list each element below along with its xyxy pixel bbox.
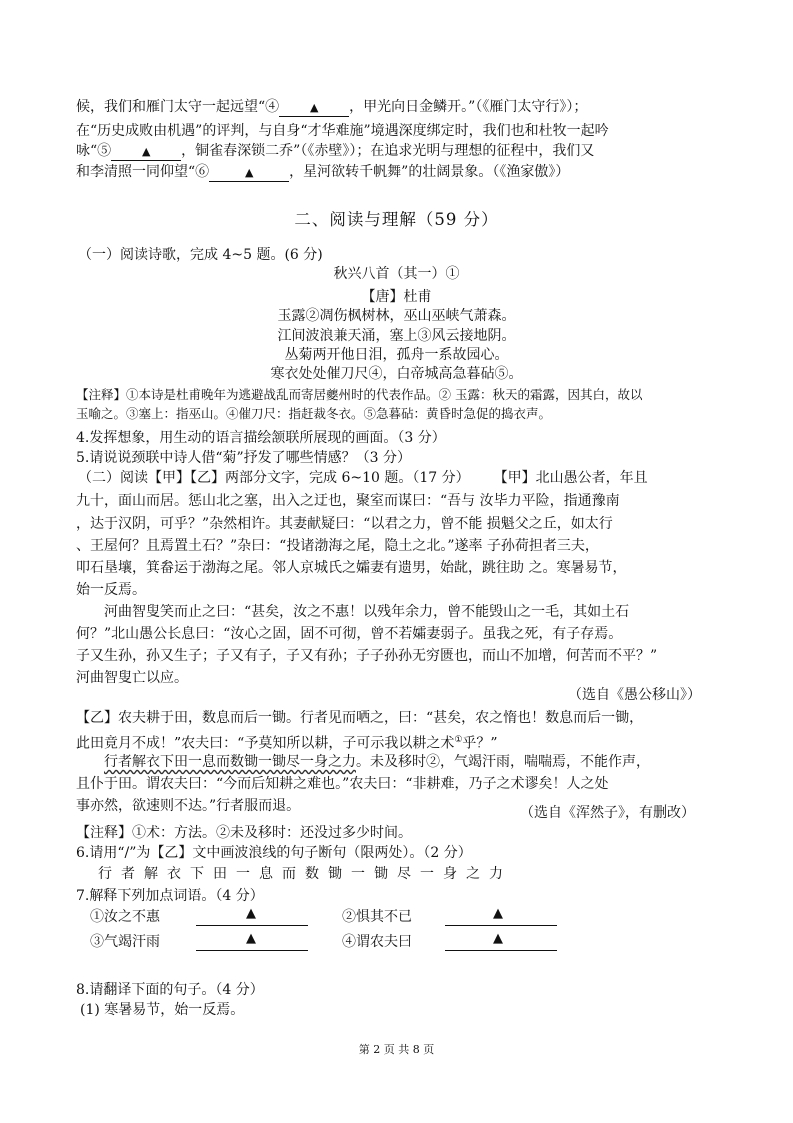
poem-line-1: 玉露②凋伤枫树林，巫山巫峡气萧森。 [277, 308, 516, 324]
q7-answer-line-4[interactable] [445, 950, 557, 951]
fill-line-2: 在“历史成败由机遇”的评判，与自身“才华难施”境遇深度绑定时，我们也和杜牧一起吟 [76, 123, 609, 139]
q7-item-4: ④谓农夫曰 [342, 934, 412, 950]
fill-line-4: 和李清照一同仰望“⑥ ▲ ，星河欲转千帆舞”的壮阔景象。（《渔家傲》） [76, 164, 570, 180]
q7-answer-1-mark: ▲ [246, 906, 256, 921]
answer-blank-6[interactable]: ▲ [209, 164, 289, 182]
q7-answer-line-3[interactable] [196, 950, 308, 951]
jia-line-4: 叩石垦壤，箕畚运于渤海之尾。邻人京城氏之孀妻有遗男，始龀，跳往助 之。寒暑易节， [76, 560, 627, 576]
poem-title: 秋兴八首（其一）① [333, 266, 460, 282]
poem-note-2: 玉喻之。③塞上：指巫山。④催刀尺：指赶裁冬衣。⑤急暮砧：黄昏时急促的捣衣声。 [76, 406, 552, 421]
q7-item-1: ①汝之不惠 [90, 909, 160, 925]
yi-line-4: 且仆于田。谓农夫曰：“今而后知耕之难也。”农夫曰：“非耕难，乃子之术谬矣！人之处 [76, 776, 609, 792]
yi-source: （选自《浑然子》，有删改） [520, 805, 695, 821]
answer-blank-4[interactable]: ▲ [279, 99, 349, 117]
question-5: 5.请说说颈联中诗人借“菊”抒发了哪些情感？（3 分） [76, 450, 412, 466]
jia2-line-1: 河曲智叟笑而止之曰：“甚矣，汝之不惠！以残年余力，曾不能毁山之一毛，其如土石 [104, 604, 630, 620]
fill-line-1: 候，我们和雁门太守一起远望“④ ▲ ，甲光向日金鳞开。”（《雁门太守行》）； [76, 99, 588, 115]
question-8: 8.请翻译下面的句子。（4 分） [76, 982, 264, 998]
yi-line-3: 行者解衣下田一息而数锄一锄尽一身之力。未及移时②，气竭汗雨，喘喘焉，不能作声， [104, 754, 650, 770]
jia2-line-2: 何？”北山愚公长息曰：“汝心之固，固不可彻，曾不若孀妻弱子。虽我之死，有子存焉。 [76, 626, 623, 642]
jia2-line-4: 河曲智叟亡以应。 [76, 670, 188, 686]
q7-item-3: ③气竭汗雨 [90, 934, 160, 950]
part1-intro: （一）阅读诗歌，完成 4~5 题。(6 分) [78, 247, 323, 263]
poem-author: 【唐】杜甫 [361, 289, 432, 305]
jia-source: （选自《愚公移山》） [568, 687, 701, 703]
yi-line-5: 事亦然，欲速则不达。”行者服而退。 [76, 798, 301, 814]
q7-item-2: ②惧其不已 [342, 909, 412, 925]
part2-intro: （二）阅读【甲】【乙】两部分文字，完成 6~10 题。（17 分） 【甲】北山愚公者，年且 [78, 470, 648, 486]
page-footer: 第 2 页 共 8 页 [358, 1043, 435, 1056]
question-7: 7.解释下列加点词语。（4 分） [76, 888, 264, 904]
question-6: 6.请用“/”为【乙】文中画波浪线的句子断句（限两处）。（2 分） [76, 845, 472, 861]
q7-answer-3-mark: ▲ [246, 931, 256, 946]
question-4: 4.发挥想象，用生动的语言描绘颔联所展现的画面。（3 分） [76, 430, 446, 446]
poem-line-3: 丛菊两开他日泪，孤舟一系故园心。 [284, 347, 509, 363]
jia-line-3: 、王屋何？且焉置土石？”杂曰：“投诸渤海之尾，隐土之北。”遂率 子孙荷担者三夫， [76, 538, 599, 554]
section-title: 二、阅读与理解（59 分） [294, 210, 499, 229]
answer-blank-5[interactable]: ▲ [111, 143, 181, 161]
jia-line-2: ，达于汉阴，可乎？”杂然相许。其妻献疑曰：“以君之力，曾不能 损魁父之丘，如太行 [76, 516, 613, 532]
jia-line-5: 始一反焉。 [76, 582, 146, 598]
yi-line-2: 此田竟月不成！”农夫曰：“予莫知所以耕，子可示我以耕之术①乎？” [76, 735, 498, 752]
yi-note: 【注释】①术：方法。②未及移时：还没过多少时间。 [76, 825, 412, 841]
yi-line-1: 【乙】农夫耕于田，数息而后一锄。行者见而哂之，曰：“甚矣，农之惰也！数息而后一锄， [76, 710, 644, 726]
jia-line-1: 九十，面山而居。惩山北之塞，出入之迂也，聚室而谋曰：“吾与 汝毕力平险，指通豫南 [76, 493, 620, 509]
q7-answer-2-mark: ▲ [493, 906, 503, 921]
poem-note-1: 【注释】①本诗是杜甫晚年为逃避战乱而寄居夔州时的代表作品。② 玉露：秋天的霜露，因其白，故以 [76, 387, 643, 402]
question-8-1: (1) 寒暑易节，始一反焉。 [80, 1002, 245, 1018]
poem-line-4: 寒衣处处催刀尺④，白帝城高急暮砧⑤。 [270, 366, 523, 382]
poem-line-2: 江间波浪兼天涌，塞上③风云接地阴。 [277, 328, 516, 344]
q7-answer-4-mark: ▲ [493, 931, 503, 946]
question-6-sentence: 行者解衣下田一息而数锄一锄尽一身之力 [98, 866, 512, 882]
q7-answer-line-1[interactable] [196, 925, 308, 926]
jia2-line-3: 子又生孙，孙又生子；子又有子，子又有孙；子子孙孙无穷匮也，而山不加增，何苦而不平？” [76, 648, 658, 664]
wavy-underlined-sentence: 行者解衣下田一息而数锄一锄尽一身之力 [104, 754, 356, 770]
fill-line-3: 咏“⑤ ▲ ，铜雀春深锁二乔”（《赤壁》）；在追求光明与理想的征程中，我们又 [76, 143, 595, 159]
q7-answer-line-2[interactable] [445, 925, 557, 926]
